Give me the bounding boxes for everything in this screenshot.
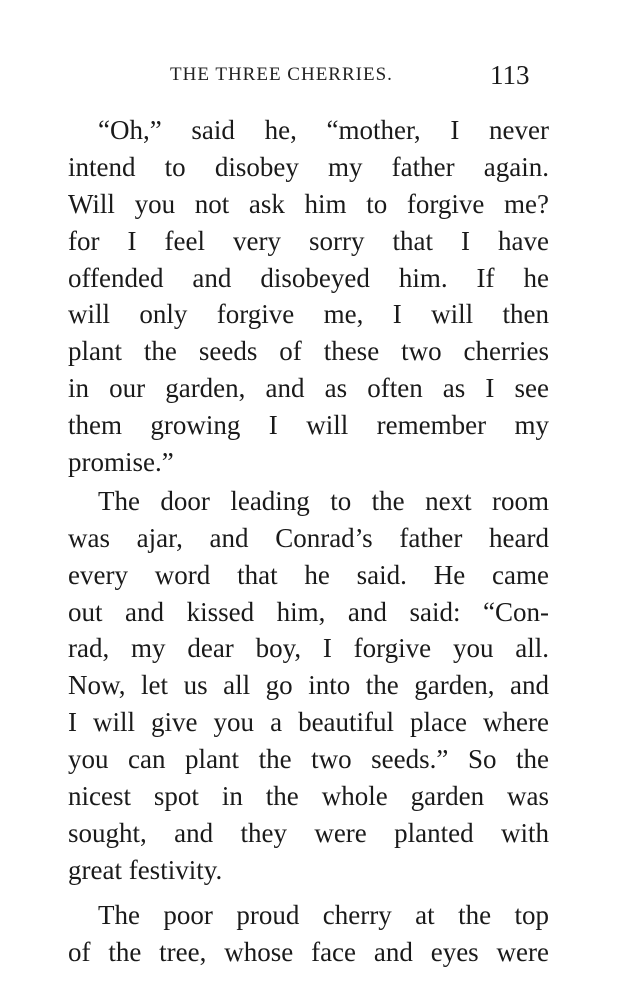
page-header <box>0 62 623 92</box>
text-line: for I feel very sorry that I have <box>68 225 549 256</box>
text-line: plant the seeds of these two cherries <box>68 336 549 367</box>
paragraph <box>68 897 549 971</box>
text-line: offended and disobeyed him. If he <box>68 262 549 293</box>
text-line: in our garden, and as often as I see <box>68 373 549 404</box>
text-line: every word that he said. He came <box>68 559 549 590</box>
text-line: rad, my dear boy, I forgive you all. <box>68 633 549 664</box>
text-line: The poor proud cherry at the top <box>98 899 549 930</box>
text-line: of the tree, whose face and eyes were <box>68 936 549 967</box>
text-line: I will give you a beautiful place where <box>68 707 549 738</box>
running-title: THE THREE CHERRIES. <box>170 64 393 85</box>
paragraph <box>68 483 549 889</box>
text-line: was ajar, and Conrad’s father heard <box>68 522 549 553</box>
text-line: them growing I will remember my <box>68 410 549 441</box>
paragraph <box>68 112 549 481</box>
text-line: out and kissed him, and said: “Con- <box>68 596 549 627</box>
text-line: intend to disobey my father again. <box>68 151 549 182</box>
text-line: great festivity. <box>68 854 223 885</box>
text-line: promise.” <box>68 447 174 478</box>
page-number: 113 <box>490 60 530 90</box>
body-text <box>68 112 549 970</box>
text-line: will only forgive me, I will then <box>68 299 549 330</box>
text-line: nicest spot in the whole garden was <box>68 781 549 812</box>
text-line: The door leading to the next room <box>98 485 549 516</box>
text-line: sought, and they were planted with <box>68 817 549 848</box>
text-line: “Oh,” said he, “mother, I never <box>98 115 549 145</box>
text-line: you can plant the two seeds.” So the <box>68 744 549 775</box>
text-line: Will you not ask him to forgive me? <box>68 188 549 219</box>
text-line: Now, let us all go into the garden, and <box>68 670 549 701</box>
